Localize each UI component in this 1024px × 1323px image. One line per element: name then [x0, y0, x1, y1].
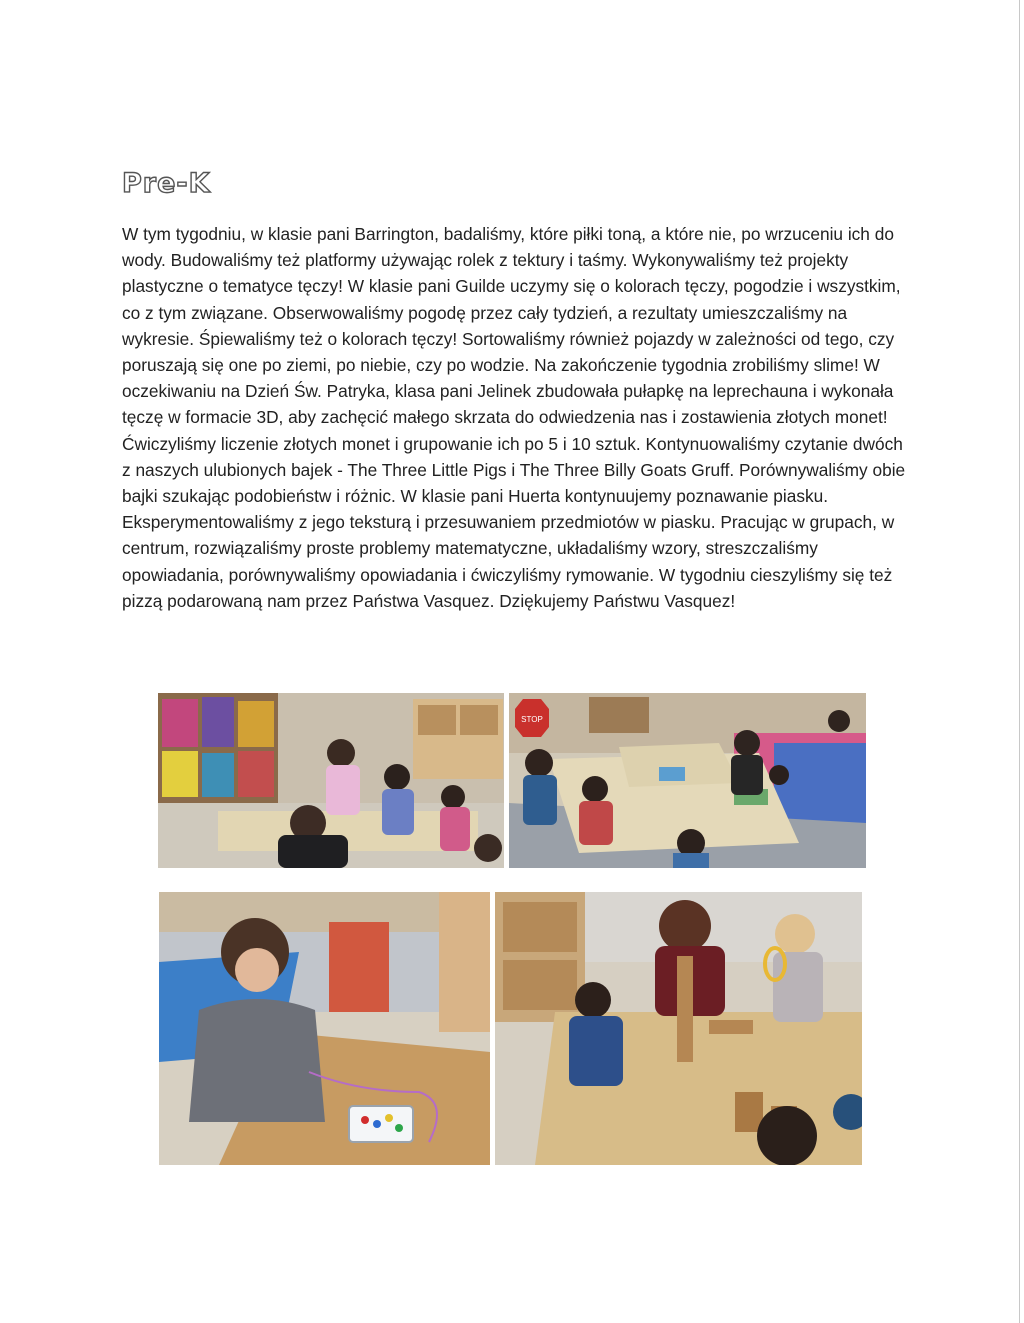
scan-edge-line — [1019, 0, 1020, 1323]
stop-sign-label: STOP — [521, 715, 543, 724]
photo-girl-threading-beads — [159, 892, 490, 1165]
photo-classroom-tables — [509, 693, 866, 868]
photo-cardboard-tube-building — [495, 892, 862, 1165]
article-body: W tym tygodniu, w klasie pani Barrington, badaliśmy, które piłki toną, a które nie, po wrzuceniu ich do wody. Budowaliśmy też platformy używając rolek z tektury i taśmy. Wykonywaliśmy też projekty plastyczne o tematyce tęczy! W klasie pani Guilde uczymy się o kolorach tęczy, pogodzie i wszystkim, co z tym związane. Obserwowaliśmy pogodę przez cały tydzień, a rezultaty umieszczaliśmy na wykresie. Śpiewaliśmy też o kolorach tęczy! Sortowaliśmy również pojazdy w zależności od tego, czy poruszają się one po ziemi, po niebie, czy po wodzie. Na zakończenie tygodnia zrobiliśmy slime! W oczekiwaniu na Dzień Św. Patryka, klasa pani Jelinek zbudowała pułapkę na leprechauna i wykonała tęczę w formacie 3D, aby zachęcić małego skrzata do odwiedzenia nas i zostawienia złotych monet! Ćwiczyliśmy liczenie złotych monet i grupowanie ich po 5 i 10 sztuk. Kontynuowaliśmy czytanie dwóch z naszych ulubionych bajek - The Three Little Pigs i The Three Billy Goats Gruff. Porównywaliśmy obie bajki szukając podobieństw i różnic. W klasie pani Huerta kontynuujemy poznawanie piasku. Eksperymentowaliśmy z jego teksturą i przesuwaniem przedmiotów w piasku. Pracując w grupach, w centrum, rozwiązaliśmy proste problemy matematyczne, układaliśmy wzory, streszczaliśmy opowiadania, porównywaliśmy opowiadania i ćwiczyliśmy rymowanie. W tygodniu cieszyliśmy się też pizzą podarowaną nam przez Państwa Vasquez. Dziękujemy Państwu Vasquez! — [122, 224, 906, 611]
photo-classroom-beads — [158, 693, 504, 868]
page-heading: Pre-K — [122, 168, 211, 199]
